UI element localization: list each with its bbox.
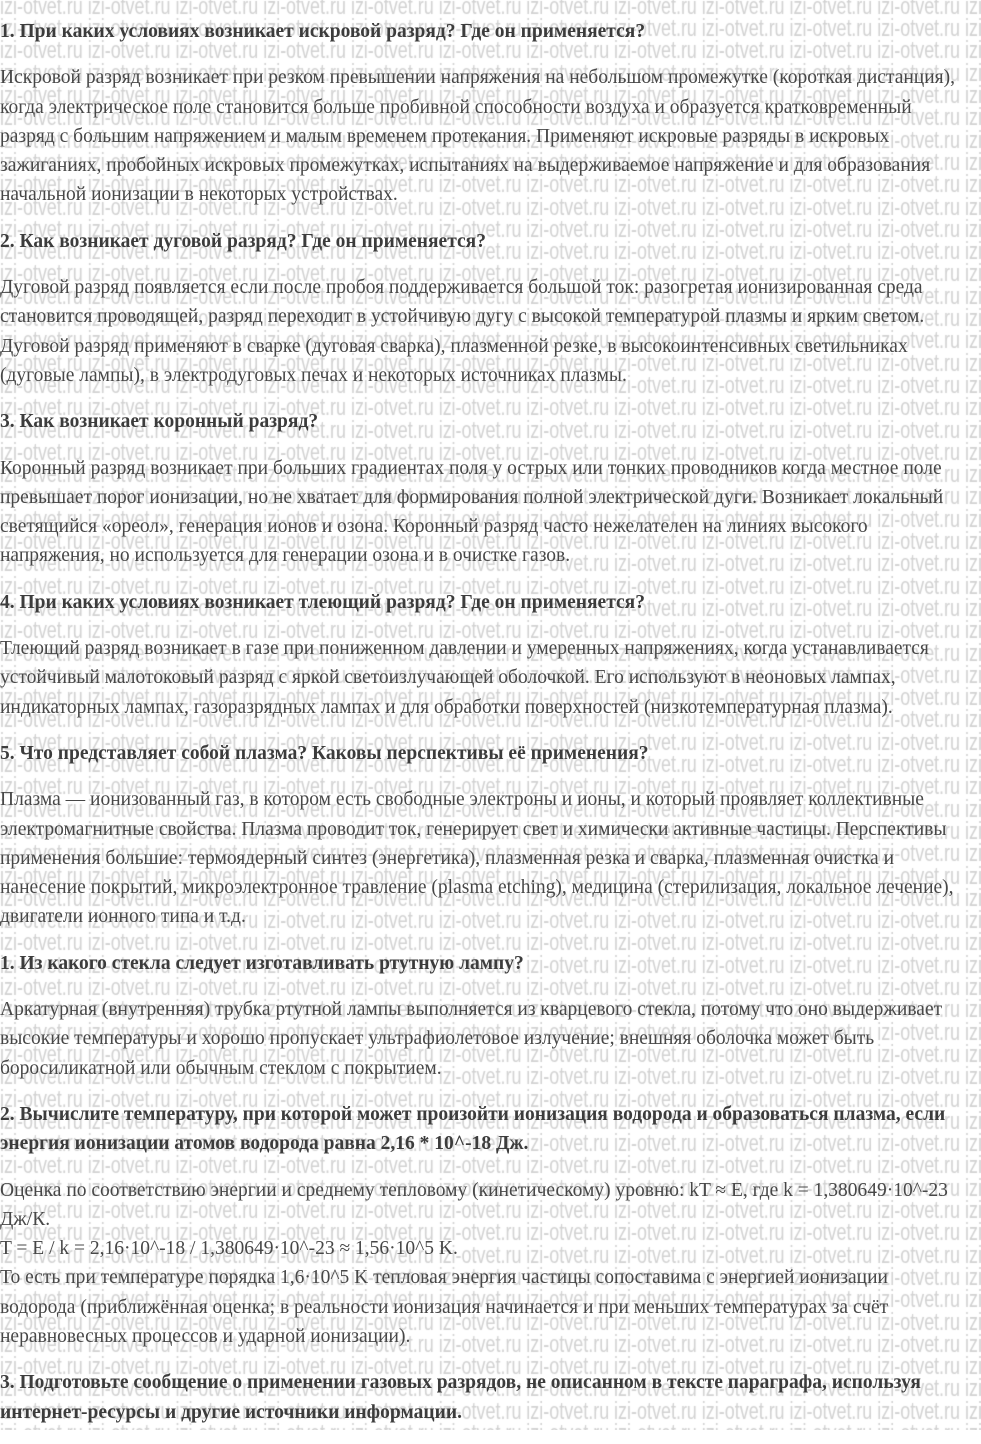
text-line: T = E / k = 2,16·10^-18 / 1,380649·10^-23 ≈ 1,56·10^5 K. bbox=[0, 1238, 458, 1260]
answer-paragraph bbox=[0, 1176, 981, 1352]
text-line: Дуговой разряд появляется если после пробоя поддерживается большой ток: разогретая ионизированная среда bbox=[0, 277, 923, 299]
text-line: начальной ионизации в некоторых устройствах. bbox=[0, 184, 398, 206]
text-line: 2. Как возникает дуговой разряд? Где он применяется? bbox=[0, 230, 486, 252]
text-line: 4. При каких условиях возникает тлеющий разряд? Где он применяется? bbox=[0, 591, 645, 613]
question-heading bbox=[0, 739, 981, 768]
text-line: Оценка по соответствию энергии и среднему тепловому (кинетическому) уровню: kT ≈ E, где k = 1,380649·10^-23 bbox=[0, 1179, 948, 1201]
text-line: Аркатурная (внутренняя) трубка ртутной лампы выполняется из кварцевого стекла, потому что оно выдерживает bbox=[0, 999, 943, 1021]
question-heading bbox=[0, 227, 981, 256]
text-line: двигатели ионного типа и т.д. bbox=[0, 906, 246, 928]
answer-paragraph bbox=[0, 273, 981, 390]
text-line: электромагнитные свойства. Плазма проводит ток, генерирует свет и химически активные частицы. Перспективы bbox=[0, 818, 947, 840]
answer-paragraph bbox=[0, 785, 981, 931]
document-body bbox=[0, 17, 981, 1444]
text-line: Коронный разряд возникает при больших градиентах поля у острых или тонких проводников когда местное поле bbox=[0, 457, 942, 479]
text-line: индикаторных лампах, газоразрядных лампах и для обработки поверхностей (низкотемпературная плазма). bbox=[0, 696, 893, 718]
text-line: 1. Из какого стекла следует изготавливать ртутную лампу? bbox=[0, 952, 524, 974]
question-heading bbox=[0, 17, 981, 46]
text-line: 2. Вычислите температуру, при которой может произойти ионизация водорода и образоваться плазма, если bbox=[0, 1103, 946, 1125]
text-line: Тлеющий разряд возникает в газе при пониженном давлении и умеренных напряжениях, когда устанавливается bbox=[0, 638, 929, 660]
answer-paragraph bbox=[0, 634, 981, 722]
text-line: Дж/К. bbox=[0, 1208, 51, 1230]
answer-paragraph bbox=[0, 995, 981, 1083]
answer-paragraph bbox=[0, 454, 981, 571]
text-line: становится проводящей, разряд переходит в устойчивую дугу с высокой температурой плазмы и ярким светом. bbox=[0, 306, 925, 328]
text-line: светящийся «ореол», генерация ионов и озона. Коронный разряд часто нежелателен на линиях высокого bbox=[0, 516, 868, 538]
text-line: интернет-ресурсы и другие источники информации. bbox=[0, 1401, 462, 1423]
question-heading bbox=[0, 949, 981, 978]
text-line: разряд с большим напряжением и малым временем протекания. Применяют искровые разряды в искровых bbox=[0, 125, 890, 147]
text-line: применения большие: термоядерный синтез (энергетика), плазменная резка и сварка, плазменная очистка и bbox=[0, 847, 895, 869]
text-line: превышает порог ионизации, но не хватает для формирования полной электрической дуги. Возникает локальный bbox=[0, 486, 944, 508]
text-line: Плазма — ионизованный газ, в котором есть свободные электроны и ионы, и который проявляет коллективные bbox=[0, 789, 924, 811]
text-line: нанесение покрытий, микроэлектронное травление (plasma etching), медицина (стерилизация, локальное лечение), bbox=[0, 877, 954, 899]
question-heading bbox=[0, 1100, 981, 1159]
text-line: напряжения, но используется для генерации озона и в очистке газов. bbox=[0, 545, 571, 567]
text-line: То есть при температуре порядка 1,6·10^5 K тепловая энергия частицы сопоставима с энергией ионизации bbox=[0, 1267, 888, 1289]
text-line: (дуговые лампы), в электродуговых печах и некоторых источниках плазмы. bbox=[0, 364, 627, 386]
question-heading bbox=[0, 407, 981, 436]
text-line: 3. Как возникает коронный разряд? bbox=[0, 411, 319, 433]
text-line: 1. При каких условиях возникает искровой разряд? Где он применяется? bbox=[0, 21, 646, 42]
text-line: водорода (приближённая оценка; в реальности ионизация начинается и при меньших температурах за счёт bbox=[0, 1296, 889, 1318]
text-line: боросиликатной или обычным стеклом с покрытием. bbox=[0, 1057, 442, 1079]
text-line: Искровой разряд возникает при резком превышении напряжения на небольшом промежутке (короткая дистанция), bbox=[0, 67, 956, 89]
text-line: зажиганиях, пробойных искровых промежутках, испытаниях на выдерживаемое напряжение и для образования bbox=[0, 155, 931, 177]
text-line: неравновесных процессов и ударной ионизации). bbox=[0, 1325, 411, 1347]
text-line: высокие температуры и хорошо пропускает ультрафиолетовое излучение; внешняя оболочка может быть bbox=[0, 1028, 875, 1050]
question-heading bbox=[0, 588, 981, 617]
text-line: когда электрическое поле становится больше пробивной способности воздуха и образуется кратковременный bbox=[0, 96, 912, 118]
text-line: Дуговой разряд применяют в сварке (дуговая сварка), плазменной резке, в высокоинтенсивных светильниках bbox=[0, 335, 908, 357]
text-line: 5. Что представляет собой плазма? Каковы перспективы её применения? bbox=[0, 742, 649, 764]
question-heading bbox=[0, 1368, 981, 1427]
text-line: энергия ионизации атомов водорода равна 2,16 * 10^-18 Дж. bbox=[0, 1133, 529, 1155]
text-line: устойчивый малотоковый разряд с яркой светоизлучающей оболочкой. Его используют в неоновых лампах, bbox=[0, 667, 896, 689]
text-line: 3. Подготовьте сообщение о применении газовых разрядов, не описанном в тексте параграфа, используя bbox=[0, 1372, 921, 1394]
answer-paragraph bbox=[0, 63, 981, 209]
